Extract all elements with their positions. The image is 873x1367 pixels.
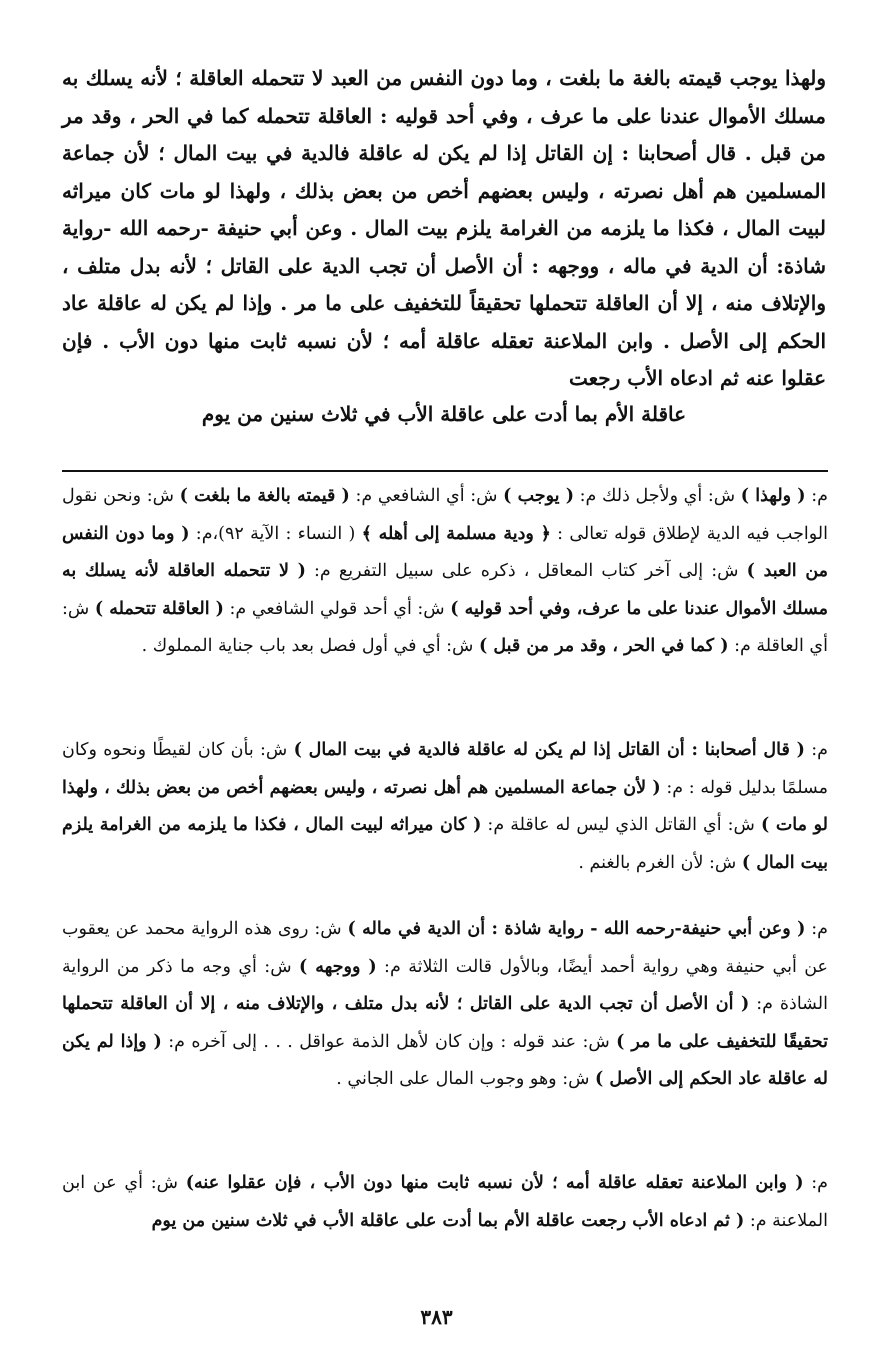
main-paragraph: ولهذا يوجب قيمته بالغة ما بلغت ، وما دون النفس من العبد لا تتحمله العاقلة ؛ لأنه يسلك به مسلك الأموال عندنا على ما عرف ، وفي أحد قوليه : العاقلة تتحمله كما في الحر ، وقد مر من قبل . قال أصحابنا : إن القاتل إذا لم يكن له عاقلة فالدية في بيت المال ؛ لأن جماعة المسلمين هم أهل نصرته ، وليس بعضهم أخص من بعض بذلك ، ولهذا لو مات كان ميراثه لبيت المال ، فكذا ما يلزمه من الغرامة يلزم بيت المال . وعن أبي حنيفة -رحمه الله -رواية شاذة: أن الدية في ماله ، ووجهه : أن الأصل أن تجب الدية على القاتل ؛ لأنه بدل متلف ، والإتلاف منه ، إلا أن العاقلة تتحملها تحقيقاً للتخفيف على ما مر . وإذا لم يكن له عاقلة عاد الحكم إلى الأصل . وابن الملاعنة تعقله عاقلة أمه ؛ لأن نسبه ثابت منها دون الأب . فإن عقلوا عنه ثم ادعاه الأب رجعت: [62, 66, 827, 390]
matn-quote: ( لا تتحمله العاقلة لأنه يسلك به مسلك الأموال عندنا على ما عرف، وفي أحد قوليه ): [62, 561, 829, 619]
matn-quote: ( العاقلة تتحمله ): [94, 598, 224, 619]
main-text-block: [62, 60, 826, 398]
sharh-text: م:: [805, 919, 828, 939]
matn-quote: ( وابن الملاعنة تعقله عاقلة أمه ؛ لأن نسبه ثابت منها دون الأب ، فإن عقلوا عنه): [185, 1173, 804, 1193]
commentary-block-4: [62, 1165, 828, 1240]
sharh-text: ش: وهو وجوب المال على الجاني .: [336, 1069, 596, 1089]
matn-quote: ﴿ ودية مسلمة إلى أهله ﴾: [361, 523, 551, 544]
commentary-block-1: [62, 478, 828, 666]
commentary-paragraph: [62, 911, 828, 1099]
matn-quote: ( وإذا لم يكن له عاقلة عاد الحكم إلى الأصل ): [62, 1031, 828, 1089]
matn-quote: ( كما في الحر ، وقد مر من قبل ): [478, 636, 729, 656]
commentary-block-3: [62, 911, 828, 1099]
sharh-text: ش: بأن كان لقيطًا ونحوه وكان مسلمًا بدليل قوله : م:: [62, 740, 828, 798]
matn-quote: ( وما دون النفس من العبد ): [62, 523, 829, 581]
commentary-paragraph: [62, 732, 828, 882]
matn-quote: ( أن الأصل أن تجب الدية على القاتل ؛ لأنه بدل متلف ، والإتلاف منه ، إلا أن العاقلة تتحملها تحقيقًا للتخفيف على ما مر ): [62, 994, 828, 1052]
commentary-paragraph: [62, 1165, 828, 1240]
sharh-text: ش: أي في أول فصل بعد باب جناية المملوك .: [141, 636, 479, 656]
sharh-text: ش: أي القاتل الذي ليس له عاقلة م:: [481, 815, 761, 835]
sharh-text: م:: [803, 1173, 829, 1193]
sharh-text: ش: أي أحد قولي الشافعي م:: [223, 598, 451, 619]
sharh-text: م:: [805, 486, 828, 506]
sharh-text: ش: أي الشافعي م:: [349, 486, 504, 506]
matn-quote: ( لأن جماعة المسلمين هم أهل نصرته ، وليس بعضهم أخص من بعض بذلك ، ولهذا لو مات ): [62, 777, 828, 835]
sharh-text: ش: ونحن نقول الواجب فيه الدية لإطلاق قوله تعالى :: [62, 486, 828, 544]
matn-quote: ( ولهذا ): [740, 486, 806, 506]
sharh-text: ش: أي وجه ما ذكر من الرواية الشاذة م:: [62, 956, 828, 1014]
matn-quote: ( ثم ادعاه الأب رجعت عاقلة الأم بما أدت على عاقلة الأب في ثلاث سنين من يوم: [151, 1210, 745, 1231]
sharh-text: ش: لأن الغرم بالغنم .: [578, 852, 742, 873]
matn-quote: ( ووجهه ): [299, 956, 377, 977]
page-number: ٣٨٣: [420, 1305, 453, 1329]
main-last-line: عاقلة الأم بما أدت على عاقلة الأب في ثلاث سنين من يوم: [201, 402, 687, 426]
sharh-text: ش: أي ولأجل ذلك م:: [573, 486, 741, 506]
sharh-text: ( النساء : الآية ٩٢)،م:: [189, 523, 362, 544]
sharh-text: ش: أي العاقلة م:: [62, 598, 828, 656]
footnote-separator: [62, 470, 828, 472]
sharh-text: ش: روى هذه الرواية محمد عن يعقوب عن أبي حنيفة وهي رواية أحمد أيضًا، وبالأول قالت الثلاثة م:: [62, 919, 828, 977]
matn-quote: ( قال أصحابنا : أن القاتل إذا لم يكن له عاقلة فالدية في بيت المال ): [293, 740, 805, 760]
commentary-block-2: [62, 732, 828, 882]
sharh-text: ش: أي عن ابن الملاعنة م:: [62, 1173, 828, 1231]
matn-quote: ( قيمته بالغة ما بلغت ): [179, 486, 350, 506]
matn-quote: ( يوجب ): [503, 486, 574, 506]
commentary-paragraph: [62, 478, 828, 666]
sharh-text: م:: [804, 740, 828, 760]
sharh-text: ش: عند قوله : وإن كان لأهل الذمة عواقل . . . إلى آخره م:: [161, 1031, 617, 1052]
sharh-text: ش: إلى آخر كتاب المعاقل ، ذكره على سبيل التفريع م:: [305, 561, 747, 581]
matn-quote: ( كان ميراثه لبيت المال ، فكذا ما يلزمه من الغرامة يلزم بيت المال ): [62, 815, 828, 873]
matn-quote: ( وعن أبي حنيفة-رحمه الله - رواية شاذة : أن الدية في ماله ): [347, 919, 806, 939]
